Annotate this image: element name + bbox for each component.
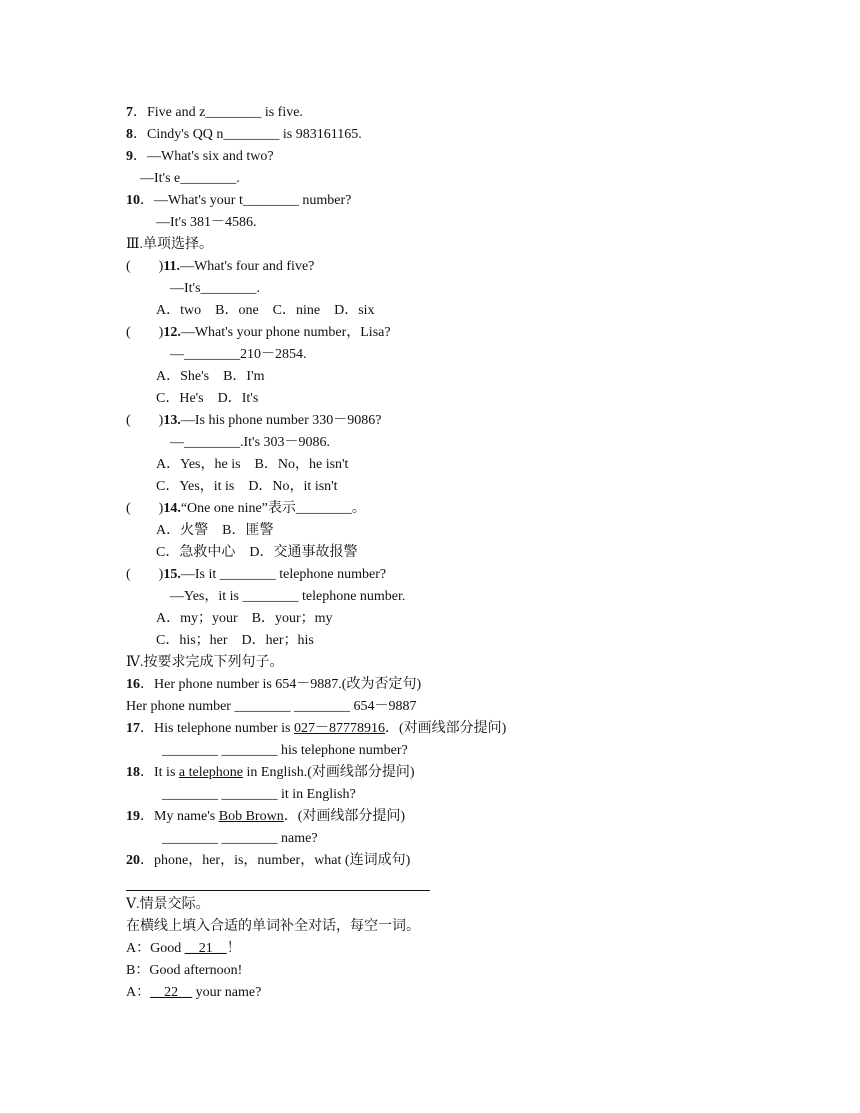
answer-rule (126, 890, 430, 891)
question-18-answer: ________ ________ it in English? (162, 787, 356, 802)
question-text: —Is it ________ telephone number? (180, 567, 387, 582)
answer-bracket: ( ) (126, 259, 164, 274)
question-19-answer: ________ ________ name? (162, 831, 318, 846)
question-number: 12. (163, 325, 181, 340)
question-13-options-ab: A．Yes，he is B．No，he isn't (156, 457, 349, 472)
question-text: —What's your phone number，Lisa? (180, 325, 391, 340)
dialogue-line (126, 938, 766, 960)
question-number: 7 (126, 105, 133, 120)
question-text: “One one nine”表示________。 (180, 501, 366, 516)
question-11-reply: —It's________. (170, 281, 261, 296)
question-12-options-cd: C．He's D．It's (156, 391, 259, 406)
dialogue-text: your name? (192, 985, 262, 1000)
question-text: —What's four and five? (180, 259, 315, 274)
question-16-answer: Her phone number ________ ________ 654－9887 (126, 699, 417, 714)
underlined-part: 027－87778916 (293, 721, 385, 736)
dialogue-blank: __22__ (150, 985, 193, 1000)
question-15-reply: —Yes，it is ________ telephone number. (170, 589, 406, 604)
question-text: —Is his phone number 330－9086? (180, 413, 382, 428)
question-text: ．phone，her，is，number，what (连词成句) (140, 853, 411, 868)
question-number: 9 (126, 149, 133, 164)
dialogue-text: ！ (226, 941, 241, 956)
question-number: 14. (163, 501, 181, 516)
underlined-part: Bob Brown (218, 809, 284, 824)
question-15-options-cd: C．his；her D．her；his (156, 633, 314, 648)
answer-bracket: ( ) (126, 413, 164, 428)
question-text: ．It is (140, 765, 179, 780)
question-9 (126, 146, 766, 168)
question-17-answer: ________ ________ his telephone number? (162, 743, 408, 758)
dialogue-blank: __21__ (184, 941, 227, 956)
question-14 (126, 498, 766, 520)
question-text: ．—What's six and two? (133, 149, 274, 164)
question-12 (126, 322, 766, 344)
question-text: ．(对画线部分提问) (283, 809, 406, 824)
question-14-options-cd: C．急救中心 D．交通事故报警 (156, 545, 358, 560)
question-18 (126, 762, 766, 784)
question-number: 13. (163, 413, 181, 428)
question-number: 17 (126, 721, 140, 736)
section-3-heading: Ⅲ.单项选择。 (126, 237, 214, 252)
underlined-part: a telephone (178, 765, 244, 780)
question-text: ．Her phone number is 654－9887.(改为否定句) (140, 677, 422, 692)
answer-bracket: ( ) (126, 325, 164, 340)
question-9-reply: —It's e________. (140, 171, 240, 186)
question-10 (126, 190, 766, 212)
answer-bracket: ( ) (126, 567, 164, 582)
question-19 (126, 806, 766, 828)
question-text: ．Five and z________ is five. (133, 105, 303, 120)
question-12-reply: —________210－2854. (170, 347, 307, 362)
question-7 (126, 102, 766, 124)
document-page (126, 102, 766, 1004)
question-14-options-ab: A．火警 B．匪警 (156, 523, 274, 538)
section-5-heading: Ⅴ.情景交际。 (126, 897, 210, 912)
question-text: ．(对画线部分提问) (384, 721, 507, 736)
question-text: ．Cindy's QQ n________ is 983161165. (133, 127, 362, 142)
dialogue-line (126, 982, 766, 1004)
question-16 (126, 674, 766, 696)
question-20-answer-line (126, 872, 766, 894)
question-17 (126, 718, 766, 740)
question-text: ．His telephone number is (140, 721, 294, 736)
question-11 (126, 256, 766, 278)
question-12-options-ab: A．She's B．I'm (156, 369, 265, 384)
question-20 (126, 850, 766, 872)
question-number: 10 (126, 193, 140, 208)
question-number: 19 (126, 809, 140, 824)
question-15-options-ab: A．my；your B．your；my (156, 611, 333, 626)
dialogue-line (126, 960, 766, 982)
question-11-options: A．two B．one C．nine D．six (156, 303, 375, 318)
section-4-heading: Ⅳ.按要求完成下列句子。 (126, 655, 284, 670)
question-text: ．My name's (140, 809, 219, 824)
question-number: 15. (163, 567, 181, 582)
dialogue-text: A：Good (126, 941, 185, 956)
answer-bracket: ( ) (126, 501, 164, 516)
section-5-instruction: 在横线上填入合适的单词补全对话，每空一词。 (126, 919, 420, 934)
question-number: 16 (126, 677, 140, 692)
question-15 (126, 564, 766, 586)
question-13 (126, 410, 766, 432)
question-10-reply: —It's 381－4586. (156, 215, 257, 230)
question-13-options-cd: C．Yes，it is D．No，it isn't (156, 479, 338, 494)
question-text: in English.(对画线部分提问) (243, 765, 415, 780)
question-number: 11. (163, 259, 181, 274)
dialogue-text: B：Good afternoon! (126, 963, 243, 978)
question-number: 8 (126, 127, 133, 142)
question-13-reply: —________.It's 303－9086. (170, 435, 331, 450)
question-number: 18 (126, 765, 140, 780)
question-text: ．—What's your t________ number? (140, 193, 352, 208)
dialogue-text: A： (126, 985, 151, 1000)
question-8 (126, 124, 766, 146)
question-number: 20 (126, 853, 140, 868)
